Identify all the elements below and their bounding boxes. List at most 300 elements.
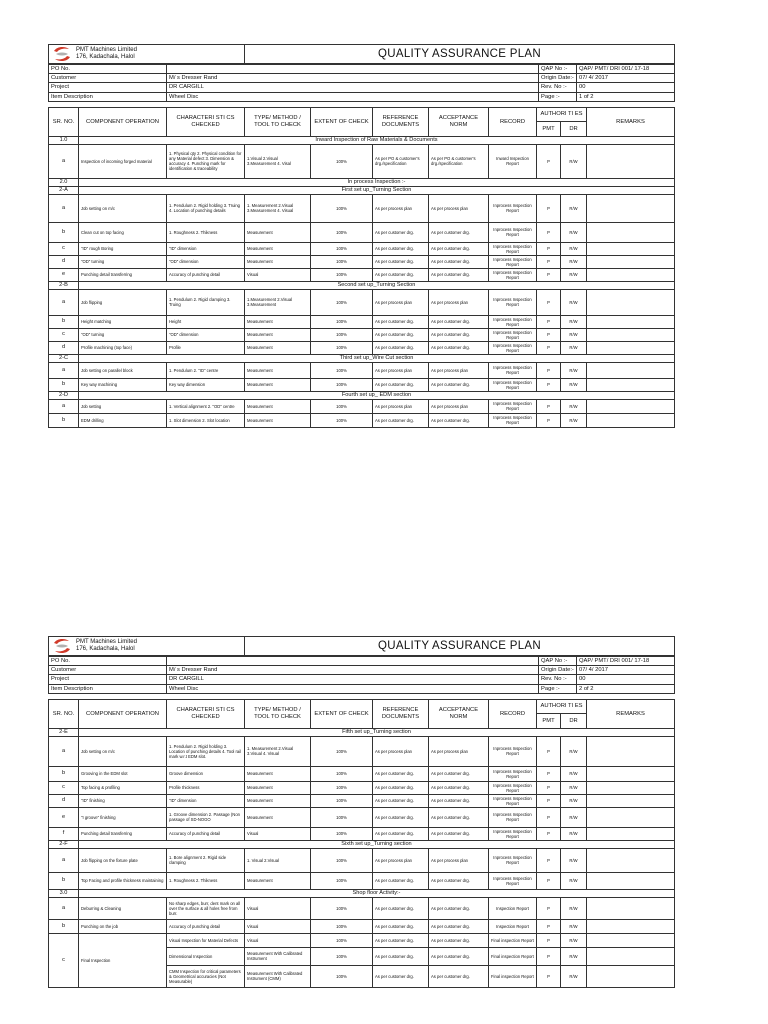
column-header-row (49, 107, 675, 122)
row-acceptance: As per customer drg. (429, 222, 489, 242)
row-dr: R/W (561, 378, 587, 391)
section-row (49, 840, 675, 848)
table-row (49, 194, 675, 222)
row-operation: Height matching (79, 315, 167, 328)
row-dr: R/W (561, 362, 587, 378)
row-method: Measurement (245, 222, 311, 242)
row-pmt: P (537, 315, 561, 328)
row-method: Measurement (245, 807, 311, 827)
row-method: Measurement (245, 328, 311, 341)
table-row (49, 315, 675, 328)
section-title: Shop floor Activity:- (79, 889, 675, 897)
info-row-project (49, 675, 675, 684)
row-reference: As per customer drg. (373, 794, 429, 807)
section-row (49, 354, 675, 362)
col-record-header: RECORD (489, 699, 537, 728)
row-sr: c (49, 933, 79, 987)
row-acceptance: As per customer drg. (429, 872, 489, 889)
row-method: Measurement (245, 399, 311, 413)
row-remarks (587, 897, 675, 919)
row-pmt: P (537, 289, 561, 315)
table-row (49, 766, 675, 781)
row-operation: Grooving in the EDM slot (79, 766, 167, 781)
row-characteristics: Profile (167, 341, 245, 354)
column-header-row (49, 699, 675, 714)
col-operation-header: COMPONENT OPERATION (79, 107, 167, 136)
section-number: 2.0 (49, 178, 79, 186)
row-sr: b (49, 413, 79, 427)
row-reference: As per customer drg. (373, 242, 429, 255)
row-extent: 100% (311, 897, 373, 919)
row-characteristics: 1. Bore alignment 2. Rigid side clamping (167, 848, 245, 872)
row-pmt: P (537, 194, 561, 222)
company-address: 176, Kadachala, Halol (76, 646, 135, 652)
row-reference: As per customer drg. (373, 897, 429, 919)
row-dr: R/W (561, 736, 587, 766)
row-record: Inprocess Inspection Report (489, 399, 537, 413)
doc-field-value: 07/ 4/ 2017 (577, 666, 675, 675)
row-sr: d (49, 255, 79, 268)
row-sr: b (49, 766, 79, 781)
row-dr: R/W (561, 194, 587, 222)
row-record: Inprocess Inspection Report (489, 315, 537, 328)
row-reference: As per process plan (373, 736, 429, 766)
row-method: Measurement (245, 378, 311, 391)
row-acceptance: As per process plan (429, 289, 489, 315)
row-extent: 100% (311, 919, 373, 933)
row-record: Inprocess Inspection Report (489, 766, 537, 781)
row-acceptance: As per customer drg. (429, 807, 489, 827)
project-value: DR CARGILL (167, 675, 539, 684)
row-record: Inspection Report (489, 897, 537, 919)
row-extent: 100% (311, 933, 373, 947)
row-record: Inprocess Inspection Report (489, 794, 537, 807)
table-row (49, 794, 675, 807)
row-remarks (587, 268, 675, 281)
row-extent: 100% (311, 268, 373, 281)
row-dr: R/W (561, 947, 587, 965)
project-label: Project (49, 675, 167, 684)
company-text (76, 639, 137, 653)
section-title: In process Inspection :- (79, 178, 675, 186)
row-characteristics: 1. Pendulum 2. Rigid clamping 3. Truing (167, 289, 245, 315)
row-extent: 100% (311, 341, 373, 354)
row-pmt: P (537, 268, 561, 281)
row-sr: a (49, 144, 79, 178)
row-reference: As per process plan (373, 399, 429, 413)
section-row (49, 186, 675, 194)
row-acceptance: As per customer drg. (429, 827, 489, 840)
info-row-project (49, 83, 675, 92)
row-reference: As per customer drg. (373, 766, 429, 781)
row-dr: R/W (561, 268, 587, 281)
doc-field-label: Origin Date:- (539, 74, 577, 83)
row-operation: Job setting on m/c (79, 736, 167, 766)
row-sr: e (49, 268, 79, 281)
doc-field-label: Page :- (539, 92, 577, 101)
row-operation: Job flipping (79, 289, 167, 315)
row-record: Inprocess Inspection Report (489, 872, 537, 889)
row-dr: R/W (561, 781, 587, 794)
row-method: Visual (245, 933, 311, 947)
row-method: 1.Measurement 2.Visual 3.Measurement (245, 289, 311, 315)
row-dr: R/W (561, 242, 587, 255)
section-number: 3.0 (49, 889, 79, 897)
row-sr: b (49, 919, 79, 933)
row-reference: As per customer drg. (373, 872, 429, 889)
qap-page-1 (48, 44, 674, 428)
company-logo-icon (51, 45, 73, 63)
row-remarks (587, 289, 675, 315)
row-characteristics: "OD" dimension (167, 328, 245, 341)
row-method: 1. Measurement 2.Visual 3.Measurement 4. Visual (245, 194, 311, 222)
row-acceptance: As per customer drg. (429, 897, 489, 919)
company-text (76, 47, 137, 61)
table-row (49, 781, 675, 794)
doc-field-value: QAP/ PMT/ DRI 001/ 17-18 (577, 657, 675, 666)
row-dr: R/W (561, 933, 587, 947)
table-row (49, 268, 675, 281)
row-record: Inprocess Inspection Report (489, 328, 537, 341)
table-row (49, 933, 675, 947)
row-extent: 100% (311, 399, 373, 413)
company-block (49, 637, 245, 656)
row-remarks (587, 194, 675, 222)
row-method: 1.Visual 2.Visual 3.Measurement 4. Visal (245, 144, 311, 178)
row-dr: R/W (561, 144, 587, 178)
row-dr: R/W (561, 413, 587, 427)
col-reference-header: REFERENCE DOCUMENTS (373, 699, 429, 728)
row-dr: R/W (561, 965, 587, 987)
row-acceptance: As per process plan (429, 399, 489, 413)
section-number: 2-C (49, 354, 79, 362)
row-remarks (587, 328, 675, 341)
row-operation: Top facing & profiling (79, 781, 167, 794)
col-sr-header: SR. NO. (49, 107, 79, 136)
row-operation: Top Facing and profile thickness maintaining (79, 872, 167, 889)
row-sr: b (49, 315, 79, 328)
section-row (49, 391, 675, 399)
col-extent-header: EXTENT OF CHECK (311, 107, 373, 136)
row-reference: As per customer drg. (373, 919, 429, 933)
row-reference: As per customer drg. (373, 255, 429, 268)
row-remarks (587, 947, 675, 965)
row-extent: 100% (311, 965, 373, 987)
row-extent: 100% (311, 413, 373, 427)
row-reference: As per customer drg. (373, 378, 429, 391)
row-method: Measurement (245, 362, 311, 378)
info-row-customer (49, 666, 675, 675)
row-record: Inprocess Inspection Report (489, 362, 537, 378)
row-record: Inprocess Inspection Report (489, 242, 537, 255)
row-reference: As per customer drg. (373, 268, 429, 281)
row-sr: a (49, 399, 79, 413)
row-method: Measurement (245, 413, 311, 427)
doc-field-value: 2 of 2 (577, 684, 675, 693)
row-operation: Job flipping on the fixture plate (79, 848, 167, 872)
row-acceptance: As per process plan (429, 848, 489, 872)
row-record: Inprocess Inspection Report (489, 807, 537, 827)
row-pmt: P (537, 413, 561, 427)
row-operation: "OD" turning (79, 328, 167, 341)
row-sr: f (49, 827, 79, 840)
row-remarks (587, 736, 675, 766)
row-extent: 100% (311, 289, 373, 315)
row-sr: b (49, 378, 79, 391)
row-acceptance: As per customer drg. (429, 794, 489, 807)
row-extent: 100% (311, 242, 373, 255)
table-row (49, 222, 675, 242)
row-dr: R/W (561, 897, 587, 919)
row-reference: As per customer drg. (373, 315, 429, 328)
row-acceptance: As per customer drg. (429, 328, 489, 341)
table-row (49, 255, 675, 268)
row-acceptance: As per customer drg. (429, 933, 489, 947)
section-title: Third set up_Wire Cut section (79, 354, 675, 362)
row-method: Measurement (245, 794, 311, 807)
row-record: Inprocess Inspection Report (489, 289, 537, 315)
section-title: Inward Inspection of Raw Materials & Documents (79, 136, 675, 144)
row-remarks (587, 315, 675, 328)
row-sr: b (49, 222, 79, 242)
row-reference: As per process plan (373, 194, 429, 222)
doc-field-value: 1 of 2 (577, 92, 675, 101)
row-characteristics: "ID" dimension (167, 242, 245, 255)
row-method: Measurement (245, 255, 311, 268)
col-operation-header: COMPONENT OPERATION (79, 699, 167, 728)
row-extent: 100% (311, 848, 373, 872)
row-acceptance: As per customer drg. (429, 315, 489, 328)
row-reference: As per customer drg. (373, 413, 429, 427)
row-characteristics: 1. Roughness 2. Thikness (167, 872, 245, 889)
row-characteristics: 1. Slot dimension 2. Slot location (167, 413, 245, 427)
doc-field-label: Origin Date:- (539, 666, 577, 675)
row-dr: R/W (561, 807, 587, 827)
row-dr: R/W (561, 794, 587, 807)
row-pmt: P (537, 947, 561, 965)
section-row (49, 178, 675, 186)
table-row (49, 399, 675, 413)
row-sr: a (49, 194, 79, 222)
row-record: Inprocess Inspection Report (489, 255, 537, 268)
row-extent: 100% (311, 794, 373, 807)
row-pmt: P (537, 872, 561, 889)
row-extent: 100% (311, 144, 373, 178)
row-pmt: P (537, 766, 561, 781)
row-dr: R/W (561, 766, 587, 781)
info-row-po (49, 657, 675, 666)
company-logo-icon (51, 637, 73, 655)
item-value: Wheel Disc (167, 92, 539, 101)
row-dr: R/W (561, 328, 587, 341)
row-dr: R/W (561, 315, 587, 328)
col-method-header: TYPE/ METHOD / TOOL TO CHECK (245, 107, 311, 136)
col-acceptance-header: ACCEPTANCE NORM (429, 107, 489, 136)
col-reference-header: REFERENCE DOCUMENTS (373, 107, 429, 136)
row-acceptance: As per customer drg. (429, 413, 489, 427)
row-pmt: P (537, 807, 561, 827)
table-row (49, 872, 675, 889)
row-pmt: P (537, 242, 561, 255)
row-extent: 100% (311, 766, 373, 781)
table-row (49, 289, 675, 315)
row-dr: R/W (561, 341, 587, 354)
row-operation: Punching on the job (79, 919, 167, 933)
info-row-po (49, 65, 675, 74)
doc-field-value: 00 (577, 675, 675, 684)
row-sr: a (49, 736, 79, 766)
row-reference: As per process plan (373, 848, 429, 872)
doc-field-value: QAP/ PMT/ DRI 001/ 17-18 (577, 65, 675, 74)
customer-value: M/ s Dresser Rand (167, 666, 539, 675)
row-remarks (587, 144, 675, 178)
col-characteristics-header: CHARACTERI STI CS CHECKED (167, 107, 245, 136)
row-remarks (587, 848, 675, 872)
table-row (49, 897, 675, 919)
row-characteristics: Profile thickness (167, 781, 245, 794)
row-extent: 100% (311, 807, 373, 827)
row-pmt: P (537, 933, 561, 947)
row-reference: As per customer drg. (373, 807, 429, 827)
row-dr: R/W (561, 827, 587, 840)
row-dr: R/W (561, 222, 587, 242)
table-row (49, 144, 675, 178)
row-extent: 100% (311, 872, 373, 889)
row-pmt: P (537, 144, 561, 178)
col-sr-header: SR. NO. (49, 699, 79, 728)
info-block (48, 64, 675, 102)
table-row (49, 807, 675, 827)
row-characteristics: 1. Physical qty 2. Physical condition for any Material defect 3. Dimension & accuracy 4. Punching mark for identification & traceability (167, 144, 245, 178)
row-acceptance: As per customer drg. (429, 341, 489, 354)
col-dr-header: DR (561, 714, 587, 729)
item-label: Item Description (49, 684, 167, 693)
qap-table (48, 107, 675, 428)
row-remarks (587, 341, 675, 354)
col-characteristics-header: CHARACTERI STI CS CHECKED (167, 699, 245, 728)
page-header (48, 44, 675, 64)
row-extent: 100% (311, 827, 373, 840)
row-sr: c (49, 328, 79, 341)
section-title: Fifth set up_Turning section (79, 728, 675, 736)
table-row (49, 242, 675, 255)
row-dr: R/W (561, 848, 587, 872)
row-operation: Profile machining (top face) (79, 341, 167, 354)
row-extent: 100% (311, 315, 373, 328)
col-method-header: TYPE/ METHOD / TOOL TO CHECK (245, 699, 311, 728)
row-extent: 100% (311, 328, 373, 341)
row-reference: As per PO & customer's drg./specification (373, 144, 429, 178)
row-record: Inprocess Inspection Report (489, 781, 537, 794)
doc-field-label: Page :- (539, 684, 577, 693)
table-row (49, 919, 675, 933)
row-acceptance: As per customer drg. (429, 255, 489, 268)
row-pmt: P (537, 897, 561, 919)
row-extent: 100% (311, 947, 373, 965)
row-sr: b (49, 872, 79, 889)
company-address: 176, Kadachala, Halol (76, 54, 135, 60)
row-acceptance: As per customer drg. (429, 781, 489, 794)
row-characteristics: "OD" dimension (167, 255, 245, 268)
section-title: Sixth set up_Turning section (79, 840, 675, 848)
page-header (48, 636, 675, 656)
row-record: Inprocess Inspection Report (489, 378, 537, 391)
row-sr: d (49, 341, 79, 354)
qap-page-2 (48, 636, 674, 988)
row-sr: c (49, 781, 79, 794)
project-label: Project (49, 83, 167, 92)
row-reference: As per customer drg. (373, 781, 429, 794)
row-record: Inprocess Inspection Report (489, 827, 537, 840)
doc-field-label: QAP No :- (539, 65, 577, 74)
page-title: QUALITY ASSURANCE PLAN (245, 637, 675, 656)
row-reference: As per customer drg. (373, 328, 429, 341)
row-characteristics: Key way dimension (167, 378, 245, 391)
section-row (49, 136, 675, 144)
item-label: Item Description (49, 92, 167, 101)
row-characteristics: Height (167, 315, 245, 328)
row-extent: 100% (311, 255, 373, 268)
row-method: Measurement (245, 781, 311, 794)
row-characteristics: Groove dimension (167, 766, 245, 781)
project-value: DR CARGILL (167, 83, 539, 92)
row-extent: 100% (311, 378, 373, 391)
row-remarks (587, 378, 675, 391)
row-reference: As per process plan (373, 362, 429, 378)
row-remarks (587, 413, 675, 427)
col-dr-header: DR (561, 122, 587, 137)
customer-label: Customer (49, 666, 167, 675)
row-acceptance: As per customer drg. (429, 268, 489, 281)
row-remarks (587, 766, 675, 781)
row-record: Final inspection Report (489, 947, 537, 965)
row-operation: "OD" turning (79, 255, 167, 268)
row-characteristics: Visual Inspection for Material Defects (167, 933, 245, 947)
section-number: 2-F (49, 840, 79, 848)
row-remarks (587, 827, 675, 840)
row-reference: As per customer drg. (373, 965, 429, 987)
row-record: Final inspection Report (489, 965, 537, 987)
row-acceptance: As per process plan (429, 194, 489, 222)
row-pmt: P (537, 362, 561, 378)
row-record: Inprocess Inspection Report (489, 194, 537, 222)
row-record: Inprocess Inspection Report (489, 222, 537, 242)
row-pmt: P (537, 399, 561, 413)
po-value (167, 65, 539, 74)
row-method: Measurement With Calibrated Instrument (245, 947, 311, 965)
col-acceptance-header: ACCEPTANCE NORM (429, 699, 489, 728)
row-remarks (587, 222, 675, 242)
row-extent: 100% (311, 194, 373, 222)
row-dr: R/W (561, 919, 587, 933)
row-sr: a (49, 289, 79, 315)
row-pmt: P (537, 827, 561, 840)
row-acceptance: As per PO & customer's drg./specification (429, 144, 489, 178)
row-method: 1. Visual 2.Visual (245, 848, 311, 872)
row-method: Measurement (245, 766, 311, 781)
info-row-item (49, 92, 675, 101)
section-number: 2-B (49, 281, 79, 289)
col-remarks-header: REMARKS (587, 107, 675, 136)
row-operation: Job setting (79, 399, 167, 413)
row-remarks (587, 362, 675, 378)
row-extent: 100% (311, 222, 373, 242)
row-characteristics: Accuracy of punching detail (167, 268, 245, 281)
row-remarks (587, 965, 675, 987)
row-method: Visual (245, 268, 311, 281)
table-row (49, 827, 675, 840)
section-number: 2-A (49, 186, 79, 194)
